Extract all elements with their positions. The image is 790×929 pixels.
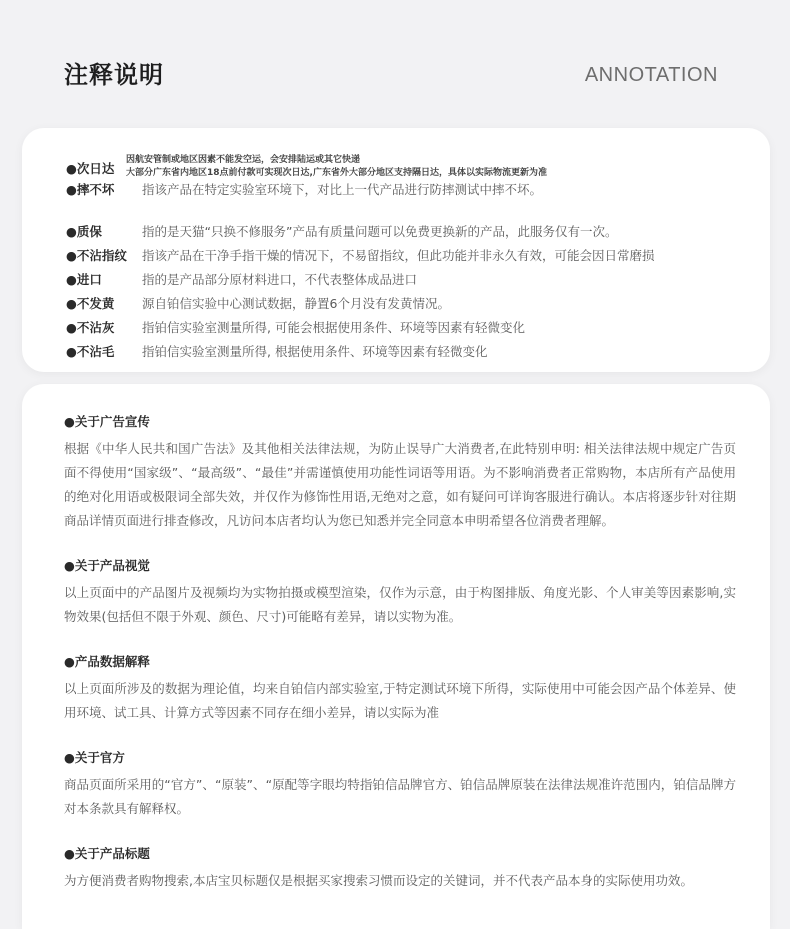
page-title-english: ANNOTATION (584, 64, 718, 86)
definition-desc: 指的是天猫“只换不修服务”产品有质量问题可以免费更换新的产品，此服务仅有一次。 (142, 224, 618, 239)
definition-term: ●次日达 (66, 161, 115, 176)
disclaimer-section-visual (64, 558, 736, 629)
disclaimer-section-official (64, 750, 736, 821)
section-title: ●产品数据解释 (64, 654, 150, 669)
definition-term: ●质保 (66, 224, 102, 239)
definition-term: ●不沾毛 (66, 344, 115, 359)
page-title: 注释说明 (64, 61, 164, 89)
definition-desc: 指铂信实验室测量所得, 可能会根据使用条件、环境等因素有轻微变化 (142, 320, 525, 335)
definitions-card (22, 128, 770, 372)
section-title: ●关于产品视觉 (64, 558, 150, 573)
page-header (0, 0, 790, 130)
definition-term: ●不沾灰 (66, 320, 115, 335)
disclaimer-section-data (64, 654, 736, 725)
disclaimer-card (22, 384, 770, 929)
definition-term: ●不发黄 (66, 296, 115, 311)
definition-desc: 指该产品在特定实验室环境下，对比上一代产品进行防摔测试中摔不坏。 (142, 182, 543, 197)
definition-term: ●不沾指纹 (66, 248, 127, 263)
section-title: ●关于官方 (64, 750, 125, 765)
definition-desc-line1: 因航安管制或地区因素不能发空运，会安排陆运或其它快递 (126, 155, 361, 165)
disclaimer-section-title (64, 846, 736, 893)
section-body: 以上页面中的产品图片及视频均为实物拍摄或模型渲染，仅作为示意，由于构图排版、角度光影、个人审美等因素影响,实物效果(包括但不限于外观、颜色、尺寸)可能略有差异，请以实物为准。 (64, 585, 736, 624)
definition-desc: 指的是产品部分原材料进口，不代表整体成品进口 (142, 272, 418, 287)
section-body: 商品页面所采用的“官方”、“原装”、“原配等字眼均特指铂信品牌官方、铂信品牌原装在法律法规准许范围内，铂信品牌方对本条款具有解释权。 (64, 777, 736, 816)
section-body: 以上页面所涉及的数据为理论值，均来自铂信内部实验室,于特定测试环境下所得，实际使用中可能会因产品个体差异、使用环境、试工具、计算方式等因素不同存在细小差异，请以实际为准 (64, 681, 736, 720)
section-title: ●关于广告宣传 (64, 414, 150, 429)
definition-desc: 源自铂信实验中心测试数据，静置6个月没有发黄情况。 (142, 296, 450, 311)
definition-term: ●进口 (66, 272, 102, 287)
definition-desc-line2: 大部分广东省内地区18点前付款可实现次日达,广东省外大部分地区支持隔日达，具体以实际物流更新为准 (126, 168, 547, 178)
section-body: 为方便消费者购物搜索,本店宝贝标题仅是根据买家搜索习惯而设定的关键词，并不代表产品本身的实际使用功效。 (64, 873, 693, 888)
section-body: 根据《中华人民共和国广告法》及其他相关法律法规，为防止误导广大消费者,在此特别申明: 相关法律法规中规定广告页面不得使用“国家级”、“最高级”、“最佳”并需谨慎使用功能性词语等用语。为不影响消费者正常购物，本店所有产品使用的绝对化用语或极限词全部失效，并仅作为修饰性用语,无绝对之意，如有疑问可详询客服进行确认。本店将逐步针对往期商品详情页面进行排查修改，凡访问本店者均认为您已知悉并完全同意本申明希望各位消费者理解。 (64, 441, 736, 528)
definition-term: ●摔不坏 (66, 182, 115, 197)
definition-desc: 指铂信实验室测量所得, 根据使用条件、环境等因素有轻微变化 (142, 344, 488, 359)
disclaimer-section-advertising (64, 414, 736, 533)
definition-desc: 指该产品在干净手指干燥的情况下，不易留指纹，但此功能并非永久有效，可能会因日常磨损 (142, 248, 655, 263)
section-title: ●关于产品标题 (64, 846, 150, 861)
